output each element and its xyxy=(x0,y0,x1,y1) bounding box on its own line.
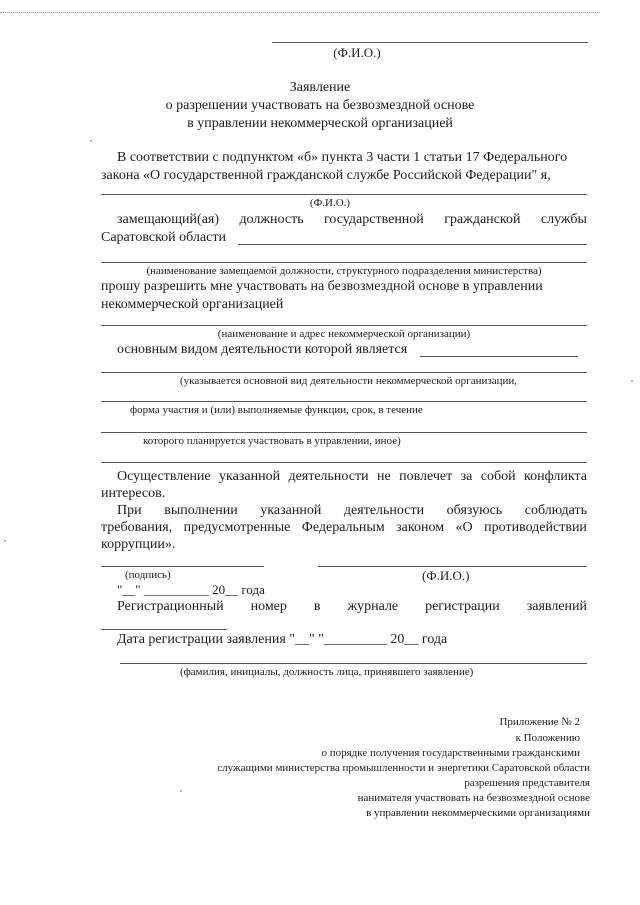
period-fill-line xyxy=(101,432,587,433)
request-line-2: некоммерческой организацией xyxy=(101,297,284,312)
scan-speck xyxy=(631,380,633,382)
appendix-line-7: в управлении некоммерческими организациями xyxy=(366,807,590,819)
fio-caption: (Ф.И.О.) xyxy=(309,197,351,209)
form-fill-line xyxy=(101,401,587,402)
signature-caption: (подпись) xyxy=(125,569,171,581)
position-line xyxy=(117,212,587,228)
word: конфликта xyxy=(524,469,587,484)
top-fio-line xyxy=(272,42,588,43)
word: должность xyxy=(239,212,304,227)
appendix-line-5: разрешения представителя xyxy=(464,777,590,789)
registrar-caption: (фамилия, инициалы, должность лица, принявшего заявление) xyxy=(180,666,474,678)
word: При xyxy=(117,503,142,518)
comply-line-3: коррупции». xyxy=(101,537,176,552)
word: деятельности xyxy=(343,503,425,518)
word: заявлений xyxy=(526,599,587,614)
word: номер xyxy=(250,599,287,614)
region-fill-line xyxy=(238,244,587,245)
word: соблюдать xyxy=(524,503,587,518)
region-label: Саратовской области xyxy=(101,230,226,245)
org-caption: (наименование и адрес некоммерческой организации) xyxy=(217,328,471,340)
registration-fill-line xyxy=(101,629,227,630)
intro-line-2: закона «О государственной гражданской службе Российской Федерации" я, xyxy=(101,168,551,183)
request-line-1: прошу разрешить мне участвовать на безвозмездной основе в управлении xyxy=(101,279,543,294)
appendix-line-1: Приложение № 2 xyxy=(499,716,580,728)
signature-date: "__" __________ 20__ года xyxy=(117,582,265,597)
signature-line xyxy=(101,566,264,567)
word: журнале xyxy=(347,599,399,614)
word: за xyxy=(460,469,473,484)
word: Регистрационный xyxy=(117,599,224,614)
word: выполнении xyxy=(164,503,238,518)
word: предусмотренные xyxy=(183,520,291,535)
comply-line-2 xyxy=(101,520,587,536)
conflict-line-1 xyxy=(117,469,587,485)
scan-speck xyxy=(4,540,6,542)
word: Федеральным xyxy=(301,520,385,535)
doc-title-line3: в управлении некоммерческой организацией xyxy=(187,116,453,131)
word: гражданской xyxy=(444,212,521,227)
word: обязуюсь xyxy=(446,503,503,518)
word: регистрации xyxy=(425,599,500,614)
fio-fill-line xyxy=(101,194,587,195)
position-caption: (наименование замещаемой должности, структурного подразделения министерства) xyxy=(146,265,542,277)
word: замещающий(ая) xyxy=(117,212,220,227)
doc-title-line2: о разрешении участвовать на безвозмездной основе xyxy=(165,98,475,113)
signature-fio-line xyxy=(318,566,587,567)
word: службы xyxy=(540,212,587,227)
word: указанной xyxy=(260,503,322,518)
intro-line-1: В соответствии с подпунктом «б» пункта 3 части 1 статьи 17 Федерального xyxy=(117,150,568,165)
form-caption: форма участия и (или) выполняемые функции, срок, в течение xyxy=(130,404,423,416)
conflict-line-2: интересов. xyxy=(101,486,166,501)
activity-caption: (указывается основной вид деятельности некоммерческой организации, xyxy=(180,375,517,387)
word: повлечет xyxy=(399,469,453,484)
registration-line xyxy=(117,599,587,615)
word: не xyxy=(377,469,391,484)
doc-title: Заявление xyxy=(289,80,351,95)
word: в xyxy=(313,599,321,614)
word: собой xyxy=(480,469,516,484)
period-fill-line-2 xyxy=(101,462,587,463)
comply-line-1 xyxy=(117,503,587,519)
word: указанной xyxy=(219,469,281,484)
registrar-fill-line xyxy=(120,663,587,664)
scan-speck xyxy=(90,140,92,142)
word: «О xyxy=(455,520,473,535)
scan-artifact-line xyxy=(0,12,600,13)
top-fio-caption: (Ф.И.О.) xyxy=(333,45,381,60)
word: законом xyxy=(396,520,445,535)
word: государственной xyxy=(324,212,424,227)
word: противодействии xyxy=(484,520,587,535)
main-activity-label: основным видом деятельности которой является xyxy=(117,342,408,357)
period-caption: которого планируется участвовать в управлении, иное) xyxy=(143,435,401,447)
appendix-line-6: нанимателя участвовать на безвозмездной основе xyxy=(357,792,590,804)
registration-date: Дата регистрации заявления "__" "_________ 20__ года xyxy=(117,632,448,647)
signature-fio-caption: (Ф.И.О.) xyxy=(422,568,470,583)
org-fill-line xyxy=(101,325,587,326)
scan-speck xyxy=(180,790,182,792)
appendix-line-4: служащими министерства промышленности и энергетики Саратовской области xyxy=(217,762,590,774)
word: требования, xyxy=(101,520,173,535)
main-activity-fill-line xyxy=(420,356,578,357)
word: деятельности xyxy=(288,469,369,484)
appendix-line-2: к Положению xyxy=(515,732,580,744)
position-fill-line xyxy=(101,262,587,263)
word: Осуществление xyxy=(117,469,211,484)
appendix-line-3: о порядке получения государственными гражданскими xyxy=(321,747,580,759)
activity-fill-line xyxy=(101,372,587,373)
